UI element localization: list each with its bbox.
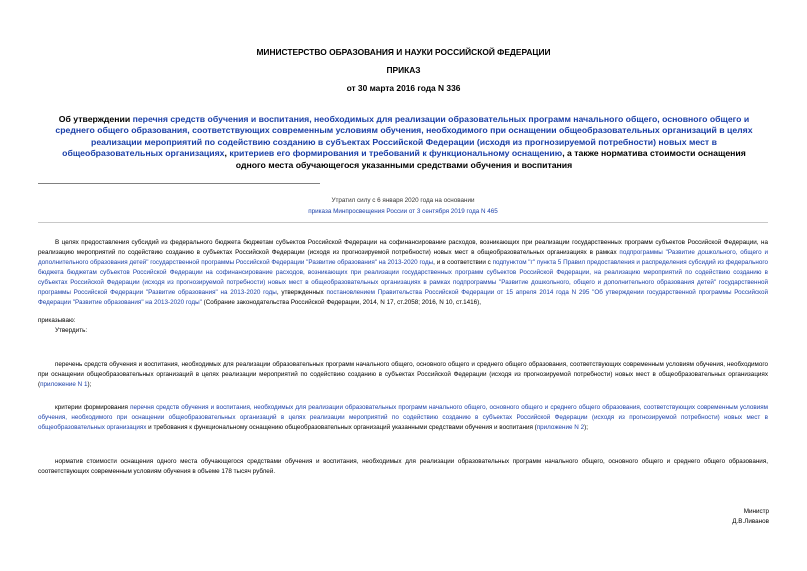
title-separator: , [224, 148, 230, 159]
preamble-text-1: В целях предоставления субсидий из федерального бюджета бюджетам субъектов Российской Федерации на софинансирование расходов, возникающих при реализации государственных программ субъектов Российской Федерации, на реализацию мероприятий по содействию созданию в субъектах Российской Федерации (исходя из прогнозируемой потребности) новых мест в общеобразовательных организациях в рамках [38, 239, 768, 256]
appendix-1-link[interactable]: приложение N 1 [40, 381, 88, 388]
approved-item-list [38, 360, 768, 390]
title-link-criteria[interactable]: критериев его формирования и требований к функциональному оснащению [229, 148, 563, 159]
signatory-position: Министр [743, 508, 769, 515]
title-prefix: Об утверждении [58, 114, 133, 124]
item2-list-link[interactable]: перечня средств обучения и воспитания, необходимых для реализации образовательных программ начального общего, основного общего и среднего общего образования, соответствующих современным условиям обучения, необходимого при оснащении общеобразовательных организаций в целях реализации мероприятий по содействию созданию в субъектах Российской Федерации (исходя из прогнозируемой потребности) новых мест в общеобразовательных организациях [38, 404, 768, 431]
short-divider [38, 183, 320, 184]
preamble-link-rules[interactable]: подпунктом "г" пункта 5 Правил предоставления и распределения субсидий из федерального бюджета бюджетам субъектов Российской Федерации на софинансирование расходов, возникающих при реализации государственных программ субъектов Российской Федерации, на реализацию мероприятий по содействию созданию в субъектах Российской Федерации (исходя из прогнозируемой потребности) новых мест в общеобразовательных организациях в рамках подпрограммы "Развитие дошкольного, общего и дополнительного образования детей" государственной программы Российской Федерации "Развитие образования" на 2013-2020 годы [38, 259, 768, 296]
long-divider [38, 222, 768, 223]
lost-force-note: Утратил силу с 6 января 2020 года на основании [331, 197, 475, 204]
document-type-heading: ПРИКАЗ [386, 65, 421, 75]
approved-item-criteria [38, 403, 768, 433]
approved-item-norm: норматив стоимости оснащения одного места обучающегося средствами обучения и воспитания, необходимых для реализации образовательных программ начального общего, основного общего и среднего общего образования, соответствующих современным условиям обучения в объеме 178 тысяч рублей. [38, 458, 768, 475]
appendix-2-link[interactable]: приложение N 2 [536, 424, 585, 431]
order-date-number: от 30 марта 2016 года N 336 [346, 83, 461, 93]
preamble-text-4: (Собрание законодательства Российской Федерации, 2014, N 17, ст.2058; 2016, N 10, ст.1416), [201, 299, 481, 306]
preamble-link-resolution[interactable]: постановлением Правительства Российской Федерации от 15 апреля 2014 года N 295 "Об утверждении государственной программы Российской Федерации "Развитие образования" на 2013-2020 годы" [38, 289, 768, 306]
preamble-text-2: , и в соответствии с [433, 259, 493, 266]
item2-end: ); [584, 424, 588, 431]
item2-prefix: критерии формирования [55, 404, 131, 411]
item1-text: перечень средств обучения и воспитания, необходимых для реализации образовательных программ начального общего, основного общего и среднего общего образования, соответствующих современным условиям обучения, необходимого при оснащении общеобразовательных организаций в целях реализации мероприятий по содействию созданию в субъектах Российской Федерации (исходя из прогнозируемой потребности) новых мест в общеобразовательных организациях ( [38, 361, 768, 388]
signatory-name: Д.В.Ливанов [732, 518, 769, 525]
item2-mid: и требования к функциональному оснащению общеобразовательных организаций указанными средствами обучения и воспитания ( [146, 424, 537, 431]
preamble-text-3: , утвержденных [276, 289, 327, 296]
lost-force-order-link[interactable]: приказа Минпросвещения России от 3 сентября 2019 года N 465 [308, 208, 498, 215]
order-title [48, 114, 760, 171]
approve-word: Утвердить: [55, 327, 88, 334]
preamble-paragraph [38, 238, 768, 308]
lost-force-order-line [38, 207, 768, 217]
item1-end: ); [87, 381, 92, 388]
title-link-list[interactable]: перечня средств обучения и воспитания, необходимых для реализации образовательных программ начального общего, основного общего и среднего общего образования, соответствующих современным условиям обучения, необходимого при оснащении общеобразовательных организаций в целях реализации мероприятий по содействию созданию в субъектах Российской Федерации (исходя из прогнозируемой потребности) новых мест в общеобразовательных организациях [55, 114, 753, 159]
preamble-link-subprogram[interactable]: подпрограммы "Развитие дошкольного, общего и дополнительного образования детей" государственной программы Российской Федерации "Развитие образования" на 2013-2020 годы [38, 249, 768, 266]
order-word: приказываю: [38, 317, 76, 324]
ministry-heading: МИНИСТЕРСТВО ОБРАЗОВАНИЯ И НАУКИ РОССИЙСКОЙ ФЕДЕРАЦИИ [256, 47, 551, 57]
title-suffix: , а также норматива стоимости оснащения одного места обучающегося указанными средствами обучения и воспитания [235, 148, 746, 170]
